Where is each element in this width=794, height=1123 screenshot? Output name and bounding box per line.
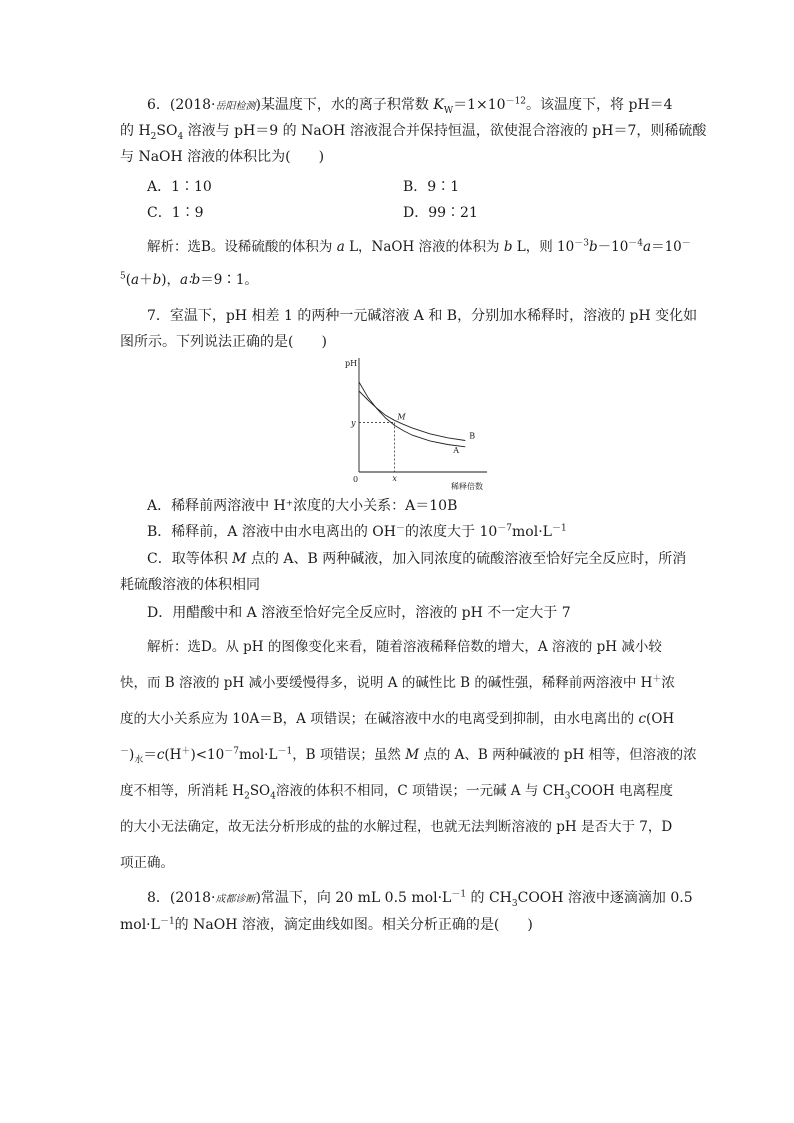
q6-stem-line-2: 的 $H_2SO_4$ 溶液与 pH＝9 的 NaOH 溶液混合并保持恒温，欲使混合溶液的 pH＝7，则稀硫酸 bbox=[120, 123, 707, 142]
q7-option-c-line-2: 耗硫酸溶液的体积相同 bbox=[120, 577, 260, 593]
point-m-label: M bbox=[397, 412, 406, 422]
q7-option-a: A．稀释前两溶液中 H⁺浓度的大小关系：A＝10B bbox=[147, 498, 458, 514]
q7-stem-line-1: 7．室温下，pH 相差 1 的两种一元碱溶液 A 和 B，分别加水稀释时，溶液的 pH 变化如 bbox=[147, 308, 698, 324]
series-b-curve bbox=[359, 391, 465, 441]
q7-explanation-line-7: 项正确。 bbox=[120, 855, 174, 871]
y-tick-label: y bbox=[351, 418, 356, 428]
q6-option-d: D．99∶21 bbox=[403, 205, 478, 221]
q7-option-c-line-1: C．取等体积 M 点的 A、B 两种碱液，加入同浓度的硫酸溶液至恰好完全反应时，所消 bbox=[147, 551, 687, 567]
origin-label: 0 bbox=[353, 475, 359, 484]
q7-explanation-line-6: 的大小无法确定，故无法分析形成的盐的水解过程，也就无法判断溶液的 pH 是否大于 7，D bbox=[120, 819, 673, 835]
q6-option-b: B．9∶1 bbox=[403, 179, 460, 195]
q7-explanation-line-1: 解析：选D。从 pH 的图像变化来看，随着溶液稀释倍数的增大，A 溶液的 pH 减小较 bbox=[147, 639, 662, 655]
ph-dilution-chart bbox=[333, 352, 493, 492]
q7-explanation-line-4: $^-)_水=c(H^+)<10^{-7}mol\cdot L^{-1}$，B 项错误；虽然 M 点的 A、B 两种碱液的 pH 相等，但溶液的浓 bbox=[120, 746, 697, 766]
q8-stem-line-1: 8．(2018·成都诊断)常温下，向 20 mL 0.5 $mol\cdot L^{-1}$ 的 $CH_3COOH$ 溶液中逐滴滴加 0.5 bbox=[147, 889, 693, 909]
q7-explanation-line-3: 度的大小关系应为 10A＝B，A 项错误；在碱溶液中水的电离受到抑制，由水电离出的 c(OH bbox=[120, 711, 675, 727]
q7-explanation-line-5: 度不相等，所消耗 $H_2SO_4$溶液的体积不相同，C 项错误；一元碱 A 与 $CH_3COOH$ 电离程度 bbox=[120, 783, 673, 802]
q6-explanation-line-1: 解析：选B。设稀硫酸的体积为 a L，NaOH 溶液的体积为 b L，则 $10^{-3}b-10^{-4}a=10^-$ bbox=[147, 238, 691, 255]
q7-option-d: D．用醋酸中和 A 溶液至恰好完全反应时，溶液的 pH 不一定大于 7 bbox=[147, 605, 571, 621]
q6-explanation-line-2: $^5$(a＋b)，a∶b＝9∶1。 bbox=[120, 271, 258, 288]
q6-source: 岳阳检测 bbox=[215, 101, 256, 112]
x-axis-label: 稀释倍数 bbox=[451, 482, 483, 491]
q8-stem-line-2: $mol\cdot L^{-1}$的 NaOH 溶液，滴定曲线如图。相关分析正确的是( ) bbox=[120, 916, 533, 933]
q6-stem-line-1: 6．(2018·岳阳检测)某温度下，水的离子积常数 $K_W=1\times 10^{-12}$。该温度下，将 pH＝4 bbox=[147, 96, 673, 116]
q7-explanation-line-2: 快，而 B 溶液的 pH 减小要缓慢得多，说明 A 的碱性比 B 的碱性强，稀释前两溶液中 H＋浓 bbox=[120, 674, 675, 691]
q6-option-a: A．1∶10 bbox=[147, 179, 212, 195]
q7-stem-line-2: 图所示。下列说法正确的是( ) bbox=[120, 334, 327, 350]
q6-stem-line-3: 与 NaOH 溶液的体积比为( ) bbox=[120, 149, 325, 165]
series-a-label: A bbox=[453, 445, 460, 455]
y-axis-label: pH bbox=[345, 359, 358, 368]
series-a-curve bbox=[359, 382, 465, 447]
series-b-label: B bbox=[469, 431, 476, 441]
q7-option-b: B．稀释前，A 溶液中由水电离出的 OH－的浓度大于 $10^{-7}mol\cdot L^{-1}$ bbox=[147, 523, 567, 540]
x-tick-label: x bbox=[392, 474, 397, 483]
q6-option-c: C．1∶9 bbox=[147, 205, 204, 221]
q8-source: 成都诊断 bbox=[215, 894, 256, 905]
